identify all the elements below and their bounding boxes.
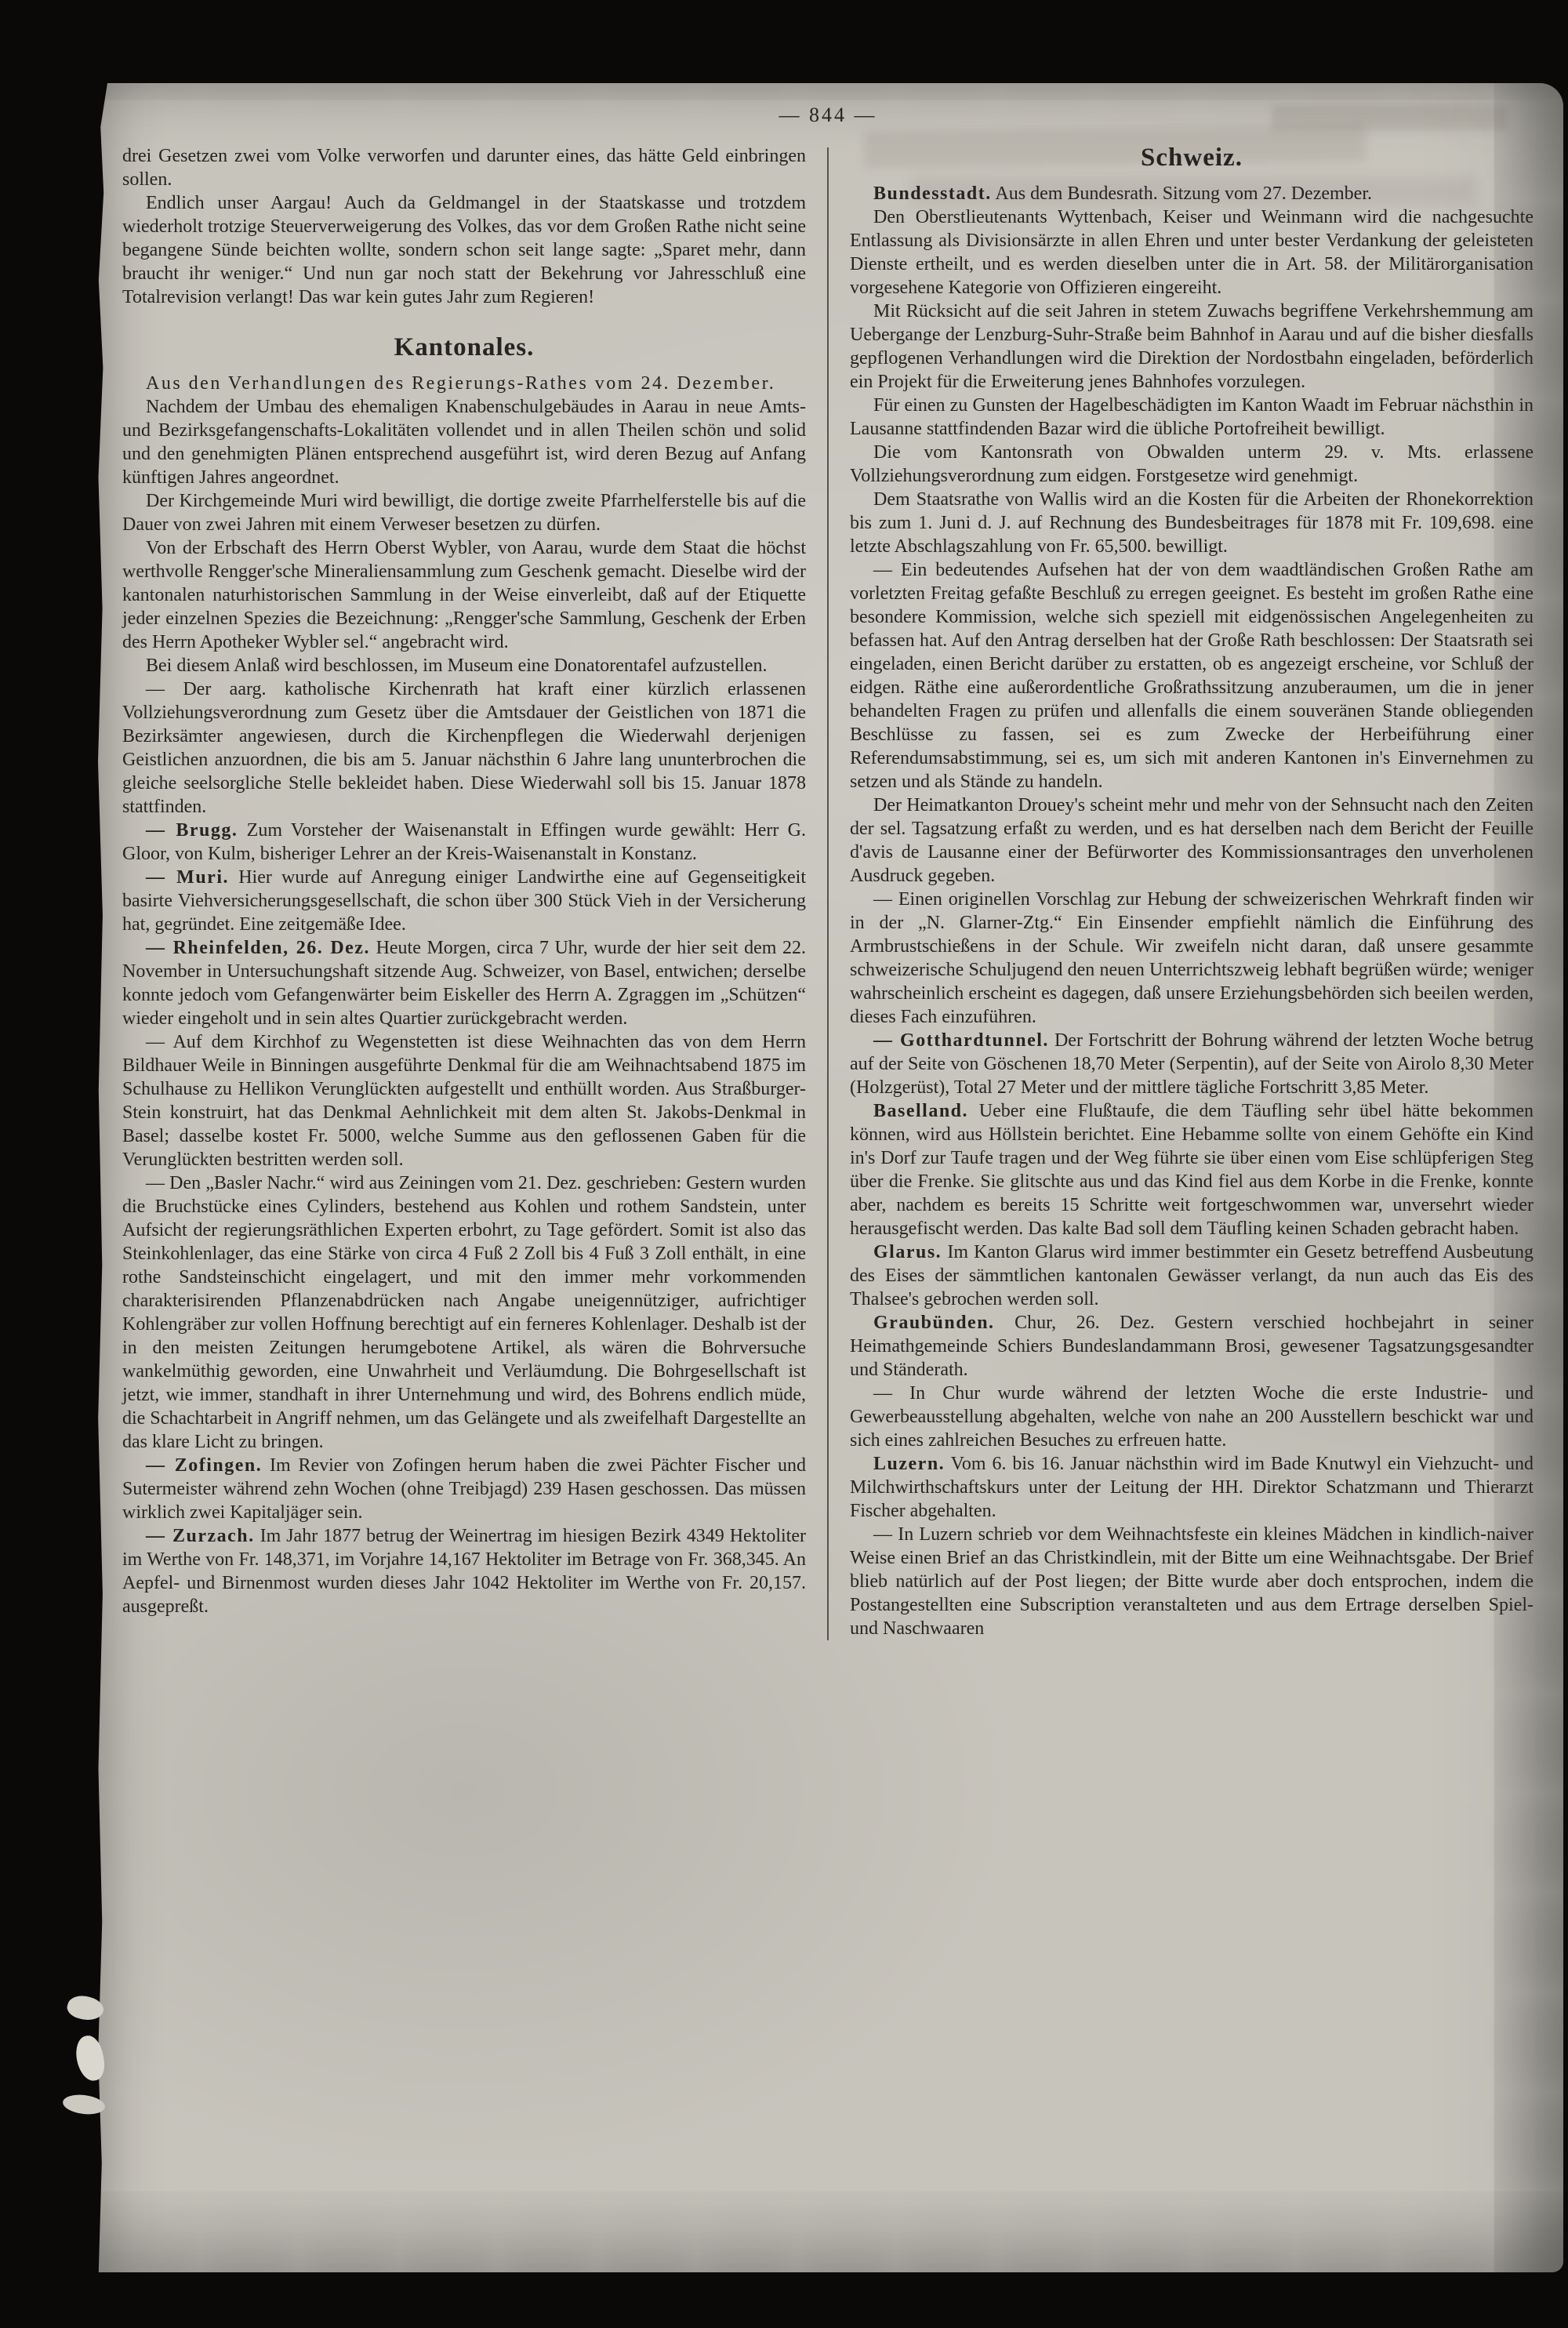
column-divider [827, 147, 829, 1640]
text-columns [122, 144, 1534, 1640]
paragraph: Die vom Kantonsrath von Obwalden unterm 29. v. Mts. erlassene Vollziehungsverordnung zum eidgen. Forstgesetze wird genehmigt. [850, 442, 1534, 486]
paragraph: — Gotthardtunnel. Der Fortschritt der Bohrung während der letzten Woche betrug auf der Seite von Göschenen 18,70 Meter (Serpentin), auf der Seite von Airolo 8,30 Meter (Holzgerüst), Total 27 Meter und der mittlere tägliche Fortschritt 3,85 Meter. [850, 1030, 1534, 1098]
paragraph: — Zurzach. Im Jahr 1877 betrug der Weinertrag im hiesigen Bezirk 4349 Hektoliter im Werthe von Fr. 148,371, im Vorjahre 14,167 Hektoliter im Betrage von Fr. 368,345. An Aepfel- und Birnenmost wurden dieses Jahr 1042 Hektoliter im Werthe von Fr. 20,157. ausgepreßt. [122, 1526, 806, 1617]
paragraph-lead: Graubünden. [873, 1313, 995, 1333]
paragraph: — Muri. Hier wurde auf Anregung einiger Landwirthe eine auf Gegenseitigkeit basirte Viehversicherungsgesellschaft, die schon über 300 Stück Vieh in der Versicherung hat, gegründet. Eine zeitgemäße Idee. [122, 867, 807, 935]
paragraph: Den Oberstlieutenants Wyttenbach, Keiser und Weinmann wird die nachgesuchte Entlassung als Divisionsärzte in allen Ehren und unter bester Verdankung der geleisteten Dienste ertheilt, und es werden dieselben unter die in Art. 58. der Militärorganisation vorgesehene Kategorie von Offizieren eingereiht. [850, 207, 1534, 298]
paragraph-lead: Glarus. [873, 1242, 942, 1262]
paragraph: Luzern. Vom 6. bis 16. Januar nächsthin wird im Bade Knutwyl ein Viehzucht- und Milchwirthschaftskurs unter der Leitung der HH. Direktor Schatzmann und Thierarzt Fischer abgehalten. [850, 1454, 1534, 1521]
paragraph-lead: — Gotthardtunnel. [873, 1030, 1049, 1051]
paragraph-lead: Bundesstadt. [873, 183, 992, 204]
paragraph: Endlich unser Aargau! Auch da Geldmangel in der Staatskasse und trotzdem wiederholt trotzige Steuerverweigerung des Volkes, das vor dem Großen Rathe nicht seine begangene Sünde beichten wollte, sondern schon seit lange sagte: „Sparet mehr, dann braucht ihr weniger.“ Und nun gar noch statt der Bekehrung vor Jahresschluß eine Totalrevision verlangt! Das war kein gutes Jahr zum Regieren! [122, 193, 806, 307]
paragraph: Nachdem der Umbau des ehemaligen Knabenschulgebäudes in Aarau in neue Amts- und Bezirksgefangenschafts-Lokalitäten vollendet und in allen Theilen schön und solid und den genehmigten Plänen entsprechend ausgeführt ist, wird deren Bezug auf Anfang künftigen Jahres angeordnet. [122, 397, 806, 488]
paragraph: Graubünden. Chur, 26. Dez. Gestern verschied hochbejahrt in seiner Heimathgemeinde Schiers Bundeslandammann Brosi, gewesener Tagsatzungsgesandter und Ständerath. [850, 1313, 1534, 1380]
paragraph-lead: Luzern. [873, 1454, 946, 1474]
paragraph: — Zofingen. Im Revier von Zofingen herum haben die zwei Pächter Fischer und Sutermeister während zehn Wochen (ohne Treibjagd) 239 Hasen geschossen. Das müssen wirklich zwei Kapitaljäger sein. [122, 1455, 807, 1523]
paragraph: drei Gesetzen zwei vom Volke verworfen und darunter eines, das hätte Geld einbringen sollen. [122, 146, 806, 190]
paragraph-lead: — Zurzach. [146, 1526, 255, 1546]
newspaper-page [96, 83, 1563, 2272]
paragraph: Bei diesem Anlaß wird beschlossen, im Museum eine Donatorentafel aufzustellen. [146, 656, 768, 676]
paragraph: Der Heimatkanton Drouey's scheint mehr und mehr von der Sehnsucht nach den Zeiten der sel. Tagsatzung erfaßt zu werden, und es hat derselben nach dem Bericht der Feuille d'avis de Lausanne einer der Befürworter des Kommissionsantrages den unverholenen Ausdruck gegeben. [850, 795, 1534, 886]
paragraph: — Brugg. Zum Vorsteher der Waisenanstalt in Effingen wurde gewählt: Herr G. Gloor, von Kulm, bisheriger Lehrer an der Kreis-Waisenanstalt in Konstanz. [122, 820, 807, 864]
section-heading: Kantonales. [394, 333, 535, 361]
paragraph: Baselland. Ueber eine Flußtaufe, die dem Täufling sehr übel hätte bekommen können, wird aus Höllstein berichtet. Eine Hebamme sollte von einem Gehöfte ein Kind in's Dorf zur Taufe tragen und der Weg führte sie über einen vom Eise schlüpferigen Steg über die Frenke. Sie glitschte aus und das Kind fiel aus dem Korbe in die Frenke, konnte aber, nachdem es bereits 15 Schritte weit fortgeschwommen war, unversehrt wieder herausgefischt werden. Das kalte Bad soll dem Täufling keinen Schaden gebracht haben. [850, 1101, 1534, 1239]
paragraph: Glarus. Im Kanton Glarus wird immer bestimmter ein Gesetz betreffend Ausbeutung des Eises der sämmtlichen kantonalen Gewässer verlangt, da nun auch das Eis des Thalsee's gebrochen werden soll. [850, 1242, 1534, 1309]
paragraph: Von der Erbschaft des Herrn Oberst Wybler, von Aarau, wurde dem Staat die höchst werthvolle Rengger'sche Mineraliensammlung zum Geschenk gemacht. Dieselbe wird der kantonalen naturhistorischen Sammlung in der Weise einverleibt, daß auf der Etiquette jeder einzelnen Spezies die Bezeichnung: „Rengger'sche Sammlung, Geschenk der Erben des Herrn Apotheker Wybler sel.“ angebracht wird. [122, 538, 806, 652]
sub-heading: Aus den Verhandlungen des Regierungs-Rathes vom 24. Dezember. [146, 373, 776, 394]
paragraph-lead: — Brugg. [146, 820, 238, 841]
paragraph-lead: — Muri. [146, 867, 229, 888]
right-column [850, 144, 1534, 1640]
paragraph: — Einen originellen Vorschlag zur Hebung der schweizerischen Wehrkraft finden wir in der „N. Glarner-Ztg.“ Ein Einsender empfiehlt nämlich die Einführung des Armbrustschießens in der Schule. Wir zweifeln nicht daran, daß unsere gesammte schweizerische Schuljugend den neuen Unterrichtszweig lebhaft begrüßen würde; weniger wahrscheinlich erscheint es dagegen, daß unsere Erziehungsbehörden sich beeilen werden, dieses Fach einzuführen. [850, 889, 1534, 1027]
paragraph: — Der aarg. katholische Kirchenrath hat kraft einer kürzlich erlassenen Vollziehungsverordnung zum Gesetz über die Amtsdauer der Geistlichen von 1871 die Bezirksämter angewiesen, durch die Kirchenpflegen die Wiederwahl derjenigen Geistlichen anzuordnen, die bis am 5. Januar nächsthin 6 Jahre lang ununterbrochen die gleiche seelsorgliche Stelle bekleidet haben. Diese Wiederwahl soll bis 15. Januar 1878 stattfinden. [122, 679, 806, 817]
section-heading: Schweiz. [1141, 143, 1243, 172]
paragraph: — In Chur wurde während der letzten Woche die erste Industrie- und Gewerbeausstellung abgehalten, welche von nahe an 200 Ausstellern beschickt war und sich eines zahlreichen Besuches zu erfreuen hatte. [850, 1383, 1534, 1451]
paragraph: — Rheinfelden, 26. Dez. Heute Morgen, circa 7 Uhr, wurde der hier seit dem 22. November in Untersuchungshaft sitzende Aug. Schweizer, von Basel, entwichen; derselbe konnte jedoch vom Gefangenwärter beim Eiskeller des Herrn A. Zgraggen im „Schützen“ wieder eingeholt und in sein altes Quartier zurückgebracht werden. [122, 938, 806, 1029]
paragraph: Für einen zu Gunsten der Hagelbeschädigten im Kanton Waadt im Februar nächsthin in Lausanne stattfindenden Bazar wird die übliche Portofreiheit bewilligt. [850, 395, 1534, 439]
page-number: — 844 — [779, 104, 877, 126]
paragraph: — Auf dem Kirchhof zu Wegenstetten ist diese Weihnachten das von dem Herrn Bildhauer Weile in Binningen ausgeführte Denkmal für die am Weihnachtsabend 1875 im Schulhause zu Hellikon Verunglückten aufgestellt und enthüllt worden. Aus Straßburger-Stein konstruirt, hat das Denkmal Aehnlichkeit mit dem alten St. Jakobs-Denkmal in Basel; dasselbe kostet Fr. 5000, welche Summe aus den geflossenen Gaben für die Verunglückten bestritten werden soll. [122, 1032, 806, 1170]
left-column [122, 144, 806, 1618]
paragraph: Der Kirchgemeinde Muri wird bewilligt, die dortige zweite Pfarrhelferstelle bis auf die Dauer von zwei Jahren mit einem Verweser besetzen zu dürfen. [122, 491, 806, 535]
paragraph-lead: Baselland. [873, 1101, 969, 1121]
torn-edge [95, 83, 107, 2272]
paragraph: — Den „Basler Nachr.“ wird aus Zeiningen vom 21. Dez. geschrieben: Gestern wurden die Bruchstücke eines Cylinders, bestehend aus Kohlen und rothem Sandstein, unter Aufsicht der regierungsräthlichen Experten erbohrt, zu Tage gefördert. Somit ist also das Steinkohlenlager, das eine Stärke von circa 4 Fuß 2 Zoll bis 4 Fuß 3 Zoll enthält, in eine rothe Sandsteinschicht eingelagert, und mit den immer mehr vorkommenden charakterisirenden Pflanzenabdrücken nach Angabe uneigennütziger, aufrichtiger Kohlengräber zur vollen Hoffnung berechtigt auf ein ferneres Kohlenlager. Deshalb ist der in den meisten Zeitungen herumgebotene Artikel, als wären die Bohrversuche wankelmüthig geworden, eine Unwahrheit und Verläumdung. Die Bohrgesellschaft ist jetzt, wie immer, standhaft in ihrer Unternehmung und wird, des Bohrens endlich müde, die Schachtarbeit in Angriff nehmen, um das Gelängete und als zweifelhaft Dargestellte an das klare Licht zu bringen. [122, 1173, 806, 1452]
paragraph-lead: — Zofingen. [146, 1455, 263, 1476]
paragraph: Mit Rücksicht auf die seit Jahren in stetem Zuwachs begriffene Verkehrshemmung am Uebergange der Lenzburg-Suhr-Straße beim Bahnhof in Aarau und auf die bisher diesfalls gepflogenen Verhandlungen wird die Direktion der Nordostbahn eingeladen, beförderlich ein Projekt für die Erweiterung jenes Bahnhofes vorzulegen. [850, 301, 1534, 392]
paragraph: Dem Staatsrathe von Wallis wird an die Kosten für die Arbeiten der Rhonekorrektion bis zum 1. Juni d. J. auf Rechnung des Bundesbeitrages für 1878 mit Fr. 109,698. eine letzte Abschlagszahlung von Fr. 65,500. bewilligt. [850, 489, 1534, 557]
paragraph: — In Luzern schrieb vor dem Weihnachtsfeste ein kleines Mädchen in kindlich-naiver Weise einen Brief an das Christkindlein, mit der Bitte um eine Weihnachtsgabe. Der Brief blieb natürlich auf der Post liegen; der Bitte wurde aber doch entsprochen, indem die Postangestellten eine Subscription veranstalteten und aus dem Ertrage derselben Spiel- und Naschwaaren [850, 1524, 1534, 1639]
paragraph-lead: — Rheinfelden, 26. Dez. [146, 938, 370, 958]
paragraph: Bundesstadt. Aus dem Bundesrath. Sitzung vom 27. Dezember. [873, 183, 1372, 204]
paragraph: — Ein bedeutendes Aufsehen hat der von dem waadtländischen Großen Rathe am vorletzten Freitag gefaßte Beschluß zu erregen geeignet. Es besteht im großen Rathe eine besondere Kommission, welche sich speziell mit eidgenössischen Angelegenheiten zu befassen hat. Auf den Antrag derselben hat der Große Rath beschlossen: Der Staatsrath sei eingeladen, einen Bericht darüber zu erstatten, ob es angezeigt erscheine, vor Schluß der eidgen. Räthe eine außerordentliche Großrathssitzung anzuberaumen, um die in jener behandelten Fragen zu prüfen und allenfalls die einem souveränen Stande obliegenden Beschlüsse zu fassen, sei es zum Zwecke der Herbeiführung einer Referendumsabstimmung, sei es, um sich mit anderen Kantonen in's Einvernehmen zu setzen und als Stände zu handeln. [850, 560, 1534, 792]
page-content [122, 104, 1534, 1640]
